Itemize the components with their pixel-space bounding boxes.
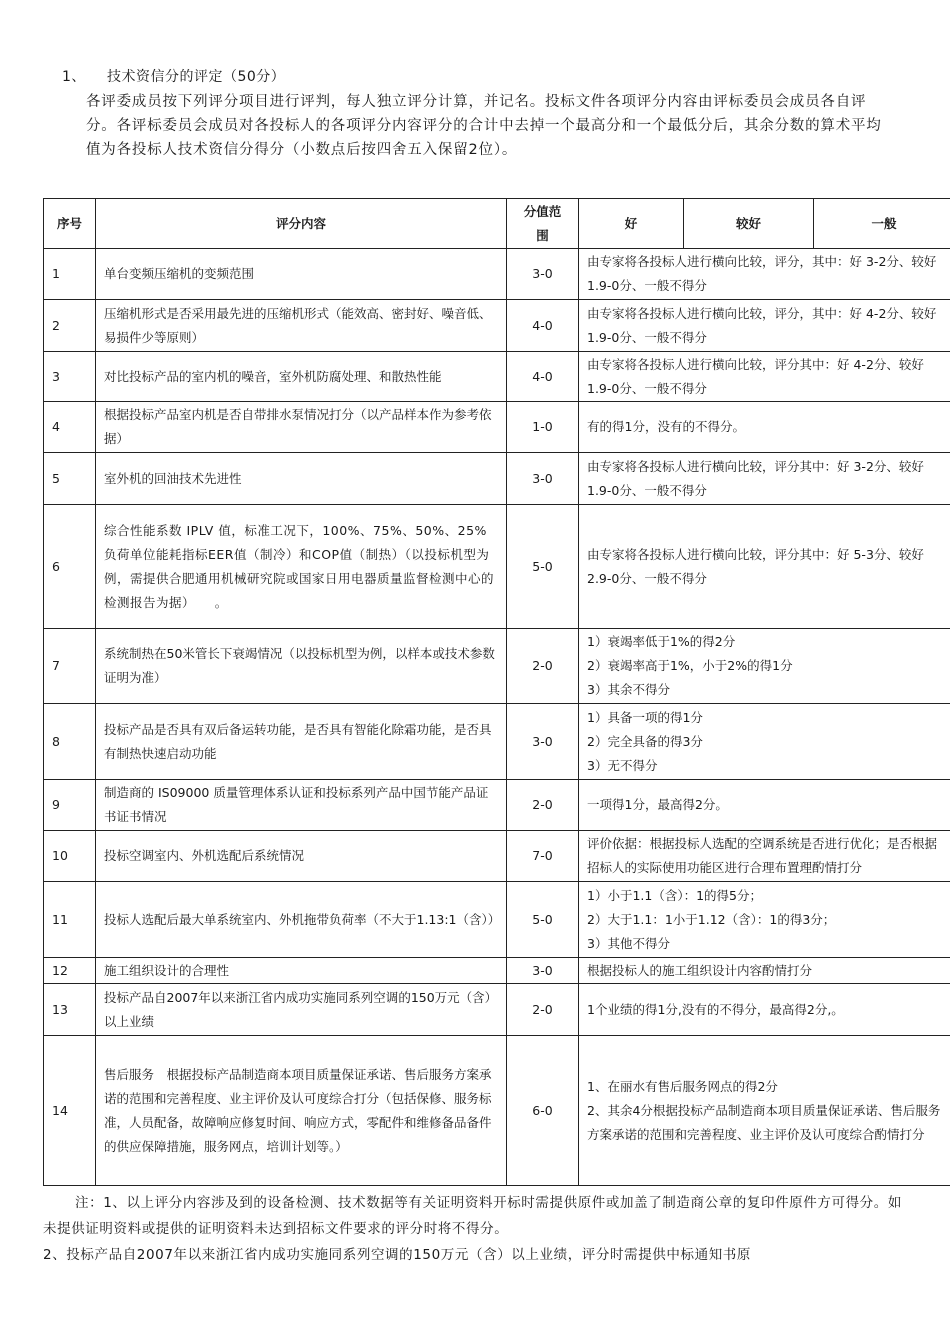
row-no: 2	[44, 300, 96, 352]
row-criteria	[579, 629, 950, 704]
criteria-line: 一项得1分，最高得2分。	[587, 797, 728, 812]
row-no: 13	[44, 984, 96, 1036]
row-no: 14	[44, 1036, 96, 1186]
row-no: 11	[44, 882, 96, 958]
row-range: 4-0	[507, 352, 579, 402]
row-content: 制造商的 IS09000 质量管理体系认证和投标系列产品中国节能产品证书证书情况	[96, 780, 507, 831]
criteria-line: 评价依据：根据投标人选配的空调系统是否进行优化；是否根据招标人的实际使用功能区进行合理布置理酌情打分	[587, 836, 938, 875]
footnote-2: 2、投标产品自2007年以来浙江省内成功实施同系列空调的150万元（含）以上业绩，评分时需提供中标通知书原	[43, 1247, 752, 1263]
criteria-line: 3）无不得分	[587, 757, 658, 773]
row-content: 投标产品是否具有双后备运转功能，是否具有智能化除霜功能，是否具有制热快速启动功能	[96, 704, 507, 780]
scoring-table	[43, 198, 950, 1186]
row-criteria	[579, 1036, 950, 1186]
criteria-line: 1）小于1.1（含）：1的得5分；	[587, 887, 762, 903]
row-content: 投标人选配后最大单系统室内、外机拖带负荷率（不大于1.13:1（含））	[96, 882, 507, 958]
row-content: 系统制热在50米管长下衰竭情况（以投标机型为例，以样本或技术参数证明为准）	[96, 629, 507, 704]
row-no: 7	[44, 629, 96, 704]
section-title: 技术资信分的评定（50分）	[106, 69, 286, 85]
header-good: 好	[579, 199, 684, 249]
row-criteria	[579, 958, 950, 984]
row-criteria	[579, 300, 950, 352]
row-content: 综合性能系数 IPLV 值，标准工况下，100%、75%、50%、25%负荷单位能耗指标EER值（制冷）和COP值（制热）（以投标机型为例，需提供合肥通用机械研究院或国家日用电器质量监督检测中心的检测报告为据） 。	[96, 505, 507, 629]
row-criteria	[579, 352, 950, 402]
section-number: 1、	[62, 69, 86, 85]
header-content: 评分内容	[96, 199, 507, 249]
row-range: 3-0	[507, 958, 579, 984]
table-row	[44, 984, 950, 1036]
row-content: 投标空调室内、外机选配后系统情况	[96, 831, 507, 882]
table-row	[44, 453, 950, 505]
section-heading	[62, 66, 285, 86]
row-no: 8	[44, 704, 96, 780]
row-range: 3-0	[507, 453, 579, 505]
footnote-1: 注：1、以上评分内容涉及到的设备检测、技术数据等有关证明资料开标时需提供原件或加盖了制造商公章的复印件原件方可得分。如未提供证明资料或提供的证明资料未达到招标文件要求的评分时将不得分。	[43, 1195, 902, 1237]
criteria-line: 有的得1分，没有的不得分。	[587, 419, 745, 434]
row-criteria	[579, 780, 950, 831]
row-range: 3-0	[507, 249, 579, 300]
table-row	[44, 505, 950, 629]
row-content: 根据投标产品室内机是否自带排水泵情况打分（以产品样本作为参考依据）	[96, 402, 507, 453]
criteria-line: 由专家将各投标人进行横向比较，评分，其中：好 4-2分、较好 1.9-0分、一般不得分	[587, 305, 937, 345]
row-range: 2-0	[507, 984, 579, 1036]
row-criteria	[579, 704, 950, 780]
criteria-line: 2、其余4分根据投标产品制造商本项目质量保证承诺、售后服务方案承诺的范围和完善程度、业主评价及认可度综合酌情打分	[587, 1102, 941, 1142]
table-row	[44, 402, 950, 453]
row-content: 压缩机形式是否采用最先进的压缩机形式（能效高、密封好、噪音低、易损件少等原则）	[96, 300, 507, 352]
table-row	[44, 1036, 950, 1186]
row-criteria	[579, 402, 950, 453]
criteria-line: 2）衰竭率高于1%，小于2%的得1分	[587, 658, 793, 673]
row-content: 单台变频压缩机的变频范围	[96, 249, 507, 300]
table-row	[44, 300, 950, 352]
row-criteria	[579, 984, 950, 1036]
table-row	[44, 958, 950, 984]
row-range: 7-0	[507, 831, 579, 882]
table-row	[44, 352, 950, 402]
criteria-line: 由专家将各投标人进行横向比较，评分其中：好 4-2分、较好 1.9-0分、一般不得分	[587, 356, 924, 396]
table-row	[44, 780, 950, 831]
row-range: 4-0	[507, 300, 579, 352]
row-no: 6	[44, 505, 96, 629]
row-criteria	[579, 882, 950, 958]
table-row	[44, 831, 950, 882]
row-no: 5	[44, 453, 96, 505]
row-criteria	[579, 505, 950, 629]
row-range: 1-0	[507, 402, 579, 453]
row-range: 6-0	[507, 1036, 579, 1186]
row-no: 1	[44, 249, 96, 300]
row-range: 3-0	[507, 704, 579, 780]
criteria-line: 2）完全具备的得3分	[587, 733, 703, 749]
row-range: 2-0	[507, 780, 579, 831]
criteria-line: 由专家将各投标人进行横向比较，评分，其中：好 3-2分、较好 1.9-0分、一般不得分	[587, 254, 937, 293]
table-row	[44, 249, 950, 300]
table-header-row	[44, 199, 950, 249]
criteria-line: 3）其余不得分	[587, 682, 670, 697]
criteria-line: 1）具备一项的得1分	[587, 709, 703, 725]
row-criteria	[579, 831, 950, 882]
row-range: 5-0	[507, 882, 579, 958]
row-content: 施工组织设计的合理性	[96, 958, 507, 984]
row-no: 4	[44, 402, 96, 453]
row-content: 室外机的回油技术先进性	[96, 453, 507, 505]
row-no: 3	[44, 352, 96, 402]
row-no: 9	[44, 780, 96, 831]
header-general: 一般	[814, 199, 950, 249]
row-criteria	[579, 453, 950, 505]
table-row	[44, 882, 950, 958]
row-range: 5-0	[507, 505, 579, 629]
header-no: 序号	[44, 199, 96, 249]
header-fair: 较好	[684, 199, 814, 249]
row-content: 售后服务 根据投标产品制造商本项目质量保证承诺、售后服务方案承诺的范围和完善程度、业主评价及认可度综合打分（包括保修、服务标准，人员配备，故障响应修复时间、响应方式，零配件和维修备品备件的供应保障措施，服务网点，培训计划等。）	[96, 1036, 507, 1186]
header-range: 分值范围	[507, 199, 579, 249]
criteria-line: 1、在丽水有售后服务网点的得2分	[587, 1078, 778, 1094]
criteria-line: 根据投标人的施工组织设计内容酌情打分	[587, 962, 813, 978]
criteria-line: 2）大于1.1：1小于1.12（含）：1的得3分；	[587, 911, 836, 927]
row-no: 12	[44, 958, 96, 984]
criteria-line: 由专家将各投标人进行横向比较，评分其中：好 5-3分、较好 2.9-0分、一般不得分	[587, 546, 924, 586]
table-row	[44, 629, 950, 704]
criteria-line: 1）衰竭率低于1%的得2分	[587, 634, 736, 649]
row-range: 2-0	[507, 629, 579, 704]
row-content: 对比投标产品的室内机的噪音，室外机防腐处理、和散热性能	[96, 352, 507, 402]
row-criteria	[579, 249, 950, 300]
criteria-line: 由专家将各投标人进行横向比较，评分其中：好 3-2分、较好 1.9-0分、一般不得分	[587, 458, 924, 498]
intro-paragraph: 各评委成员按下列评分项目进行评判，每人独立评分计算，并记名。投标文件各项评分内容由评标委员会成员各自评分。各评标委员会成员对各投标人的各项评分内容评分的合计中去掉一个最高分和一个最低分后，其余分数的算术平均值为各投标人技术资信分得分（小数点后按四舍五入保留2位）。	[86, 94, 882, 158]
table-row	[44, 704, 950, 780]
criteria-line: 1个业绩的得1分,没有的不得分，最高得2分,。	[587, 1001, 844, 1017]
row-no: 10	[44, 831, 96, 882]
row-content: 投标产品自2007年以来浙江省内成功实施同系列空调的150万元（含）以上业绩	[96, 984, 507, 1036]
criteria-line: 3）其他不得分	[587, 935, 670, 951]
